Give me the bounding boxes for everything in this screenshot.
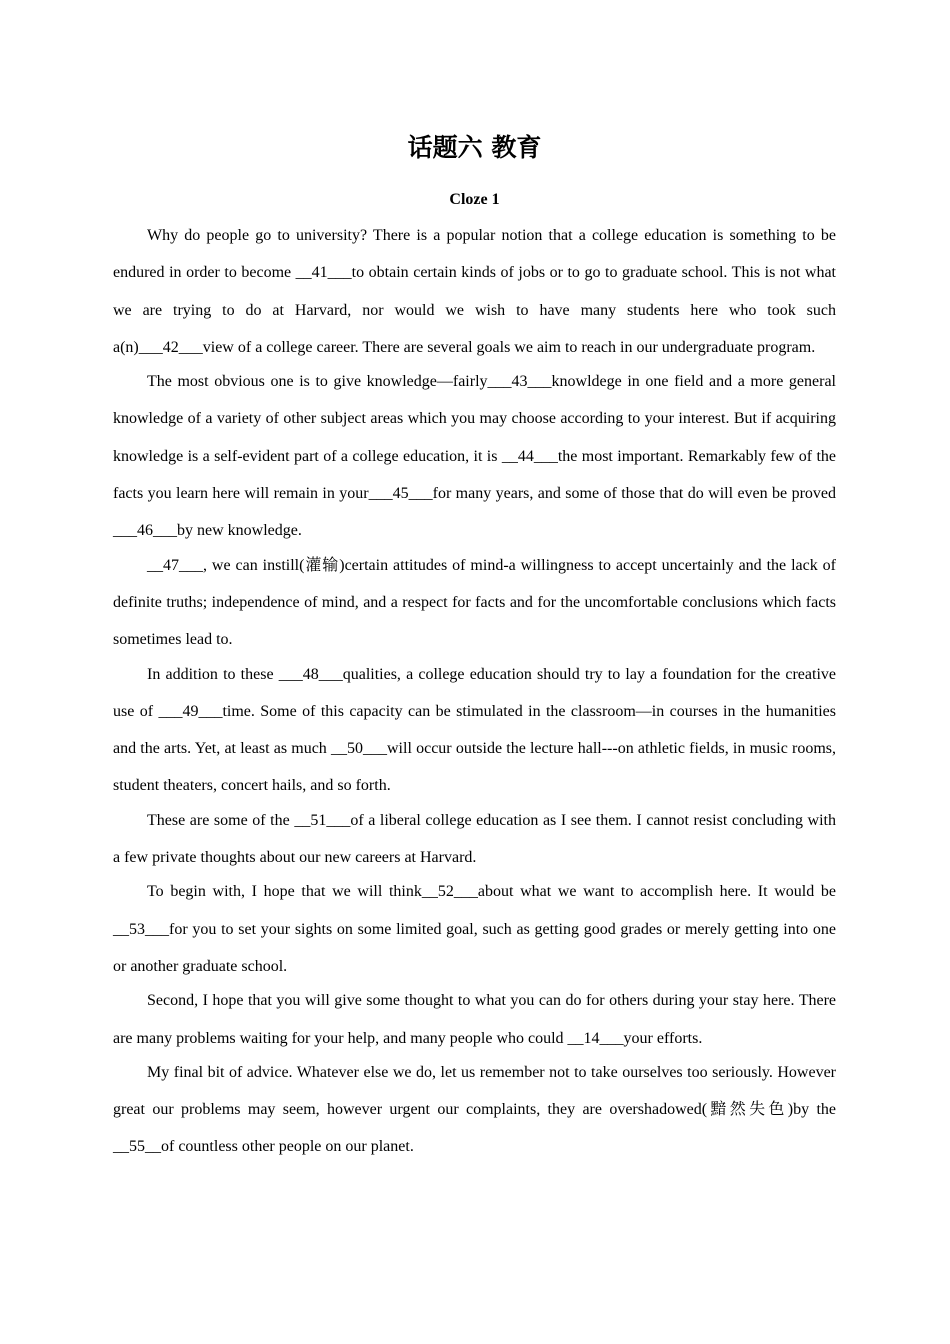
paragraph-2: The most obvious one is to give knowledge—fairly___43___knowldege in one field and a more general knowledge of a variety of other subject areas which you may choose according to your interest. But if acquiring knowledge is a self-evident part of a college education, it is __44___the most important. Remarkably few of the facts you learn here will remain in your___45___for many years, and some of those that do will even be proved ___46___by new knowledge. — [113, 373, 836, 540]
paragraph-5: These are some of the __51___of a liberal college education as I see them. I cannot resist concluding with a few private thoughts about our new careers at Harvard. — [113, 811, 836, 867]
passage-body — [113, 217, 836, 1166]
paragraph-7: Second, I hope that you will give some thought to what you can do for others during your stay here. There are many problems waiting for your help, and many people who could __14___your efforts. — [113, 992, 836, 1047]
section-heading: Cloze 1 — [449, 191, 500, 208]
paragraph-3: __47___, we can instill(灌输)certain attitudes of mind-a willingness to accept uncertainly and the lack of definite truths; independence of mind, and a respect for facts and for the uncomfortable conclusions which facts sometimes lead to. — [113, 556, 836, 649]
page-title: 话题六 教育 — [407, 133, 542, 162]
paragraph-1: Why do people go to university? There is a popular notion that a college education is something to be endured in order to become __41___to obtain certain kinds of jobs or to go to graduate school. This is not what we are trying to do at Harvard, nor would we wish to have many students here who took such a(n)___42___view of a college career. There are several goals we aim to reach in our undergraduate program. — [113, 227, 836, 356]
paragraph-6: To begin with, I hope that we will think__52___about what we want to accomplish here. It would be __53___for you to set your sights on some limited goal, such as getting good grades or merely getting into one or another graduate school. — [113, 883, 836, 975]
document-page — [113, 126, 836, 1166]
paragraph-4: In addition to these ___48___qualities, a college education should try to lay a foundation for the creative use of ___49___time. Some of this capacity can be stimulated in the classroom—in courses in the humanities and the arts. Yet, at least as much __50___will occur outside the lecture hall---on athletic fields, in music rooms, student theaters, concert hails, and so forth. — [113, 665, 836, 795]
paragraph-8: My final bit of advice. Whatever else we do, let us remember not to take ourselves too seriously. However great our problems may seem, however urgent our complaints, they are overshadowed(黯然失色)by the __55__of countless other people on our planet. — [113, 1063, 836, 1156]
